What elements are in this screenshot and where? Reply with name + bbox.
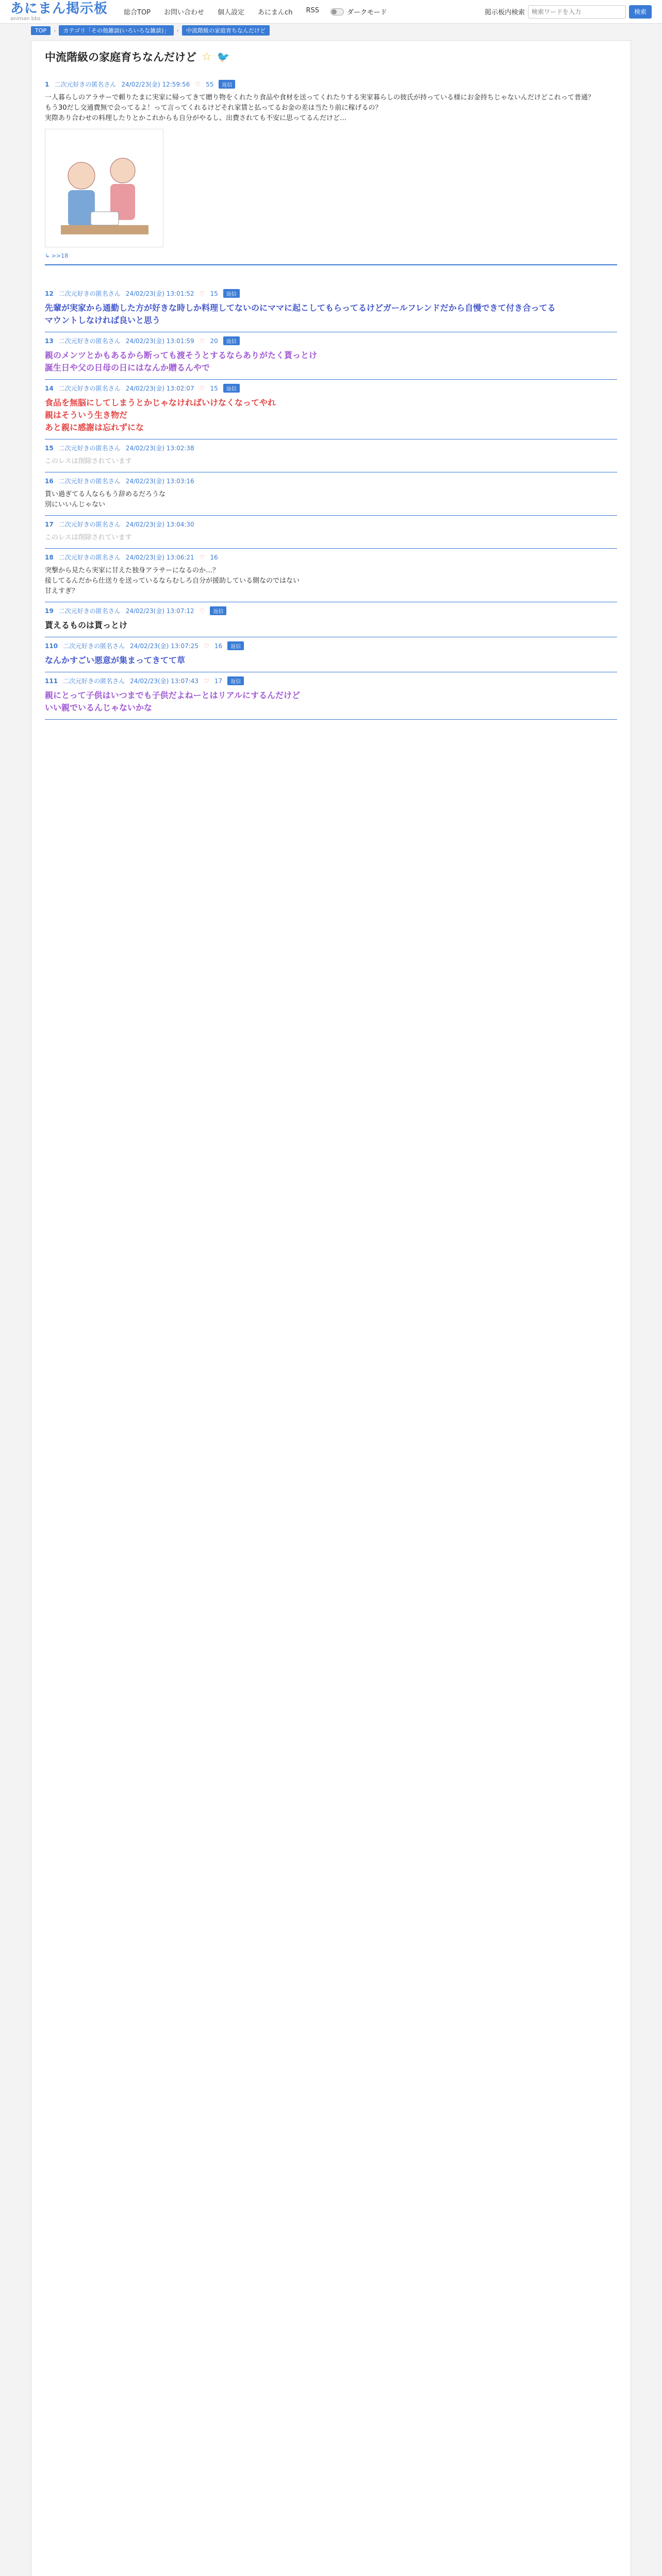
post-line: 別にいいんじゃない bbox=[45, 501, 106, 509]
reply-button[interactable]: 返信 bbox=[219, 80, 235, 89]
post bbox=[45, 472, 617, 516]
post-line: もう30だし交通費無で会ってるよ！って言ってくれるけどそれ家賃と払ってるお金の差は当たり前に稼げるの？ bbox=[45, 104, 382, 112]
post-author: 二次元好きの匿名さん bbox=[58, 445, 121, 452]
post-body bbox=[45, 654, 617, 667]
post-number[interactable]: 13 bbox=[45, 337, 54, 345]
post bbox=[45, 672, 617, 720]
search-label: 掲示板内検索 bbox=[484, 9, 525, 16]
post-body bbox=[45, 689, 617, 714]
post bbox=[45, 549, 617, 602]
post-number[interactable]: 12 bbox=[45, 290, 54, 297]
post-number[interactable]: 19 bbox=[45, 607, 54, 615]
post-number[interactable]: 15 bbox=[45, 444, 54, 452]
post-meta bbox=[45, 336, 617, 345]
twitter-icon[interactable]: 🐦 bbox=[217, 50, 230, 63]
post-number[interactable]: 111 bbox=[45, 677, 58, 685]
post-image[interactable] bbox=[45, 129, 163, 247]
breadcrumb-separator: › bbox=[54, 27, 56, 34]
heart-icon[interactable]: ♡ bbox=[199, 384, 205, 392]
post bbox=[45, 332, 617, 380]
post-date: 24/02/23(金) 13:03:16 bbox=[125, 478, 194, 485]
post bbox=[45, 285, 617, 332]
heart-icon[interactable]: ♡ bbox=[204, 677, 209, 685]
post-author: 二次元好きの匿名さん bbox=[58, 385, 121, 392]
dark-mode-toggle[interactable] bbox=[330, 7, 387, 16]
post-line: 実際あり合わせの料理したりとかこれからも自分がやるし、出費されても不安に思ってるんだけど… bbox=[45, 114, 347, 122]
nav-item-animanch[interactable]: あにまんch bbox=[258, 9, 293, 16]
like-count: 16 bbox=[214, 642, 223, 650]
post-author: 二次元好きの匿名さん bbox=[58, 290, 121, 297]
post-line: 親にとって子供はいつまでも子供だよねーとはリアルにするんだけど bbox=[45, 690, 301, 700]
reply-anchor[interactable]: ↳ >>18 bbox=[45, 252, 69, 259]
reply-button[interactable]: 返信 bbox=[223, 384, 240, 393]
breadcrumb-top[interactable]: TOP bbox=[31, 26, 51, 35]
global-nav bbox=[124, 7, 319, 16]
breadcrumb bbox=[0, 24, 662, 37]
post-line: マウントしなければ良いと思う bbox=[45, 315, 161, 325]
post-meta bbox=[45, 384, 617, 393]
post-date: 24/02/23(金) 13:07:25 bbox=[130, 642, 199, 650]
post-meta bbox=[45, 444, 617, 452]
reply-button[interactable]: 返信 bbox=[210, 606, 226, 615]
post-line: 親はそういう生き物だ bbox=[45, 410, 128, 420]
heart-icon[interactable]: ♡ bbox=[195, 80, 201, 88]
like-count: 16 bbox=[210, 553, 218, 561]
reply-button[interactable]: 返信 bbox=[227, 641, 244, 650]
heart-icon[interactable]: ♡ bbox=[199, 553, 205, 561]
post-author: 二次元好きの匿名さん bbox=[58, 521, 121, 528]
post-line: 先輩が実家から通勤した方が好きな時しか料理してないのにママに起こしてもらってるけどガールフレンドだから自慢できて付き合ってる bbox=[45, 303, 556, 313]
post-date: 24/02/23(金) 13:01:59 bbox=[125, 337, 194, 345]
post-number[interactable]: 18 bbox=[45, 553, 54, 561]
post-author: 二次元好きの匿名さん bbox=[63, 642, 125, 650]
like-count: 55 bbox=[206, 80, 214, 88]
post-date: 24/02/23(金) 13:07:12 bbox=[125, 607, 194, 615]
like-count: 17 bbox=[214, 677, 223, 685]
star-icon[interactable]: ☆ bbox=[202, 50, 212, 63]
post-date: 24/02/23(金) 13:02:38 bbox=[125, 445, 194, 452]
post-line: なんかすごい悪意が集まってきてて草 bbox=[45, 655, 186, 665]
post bbox=[45, 637, 617, 672]
thread-article bbox=[31, 40, 631, 2576]
post-body bbox=[45, 397, 617, 434]
post-line: このレスは削除されています bbox=[45, 534, 132, 541]
post-line: このレスは削除されています bbox=[45, 457, 132, 465]
breadcrumb-current[interactable]: 中流階級の家庭育ちなんだけど bbox=[182, 25, 270, 36]
heart-icon[interactable]: ♡ bbox=[199, 337, 205, 345]
post-body bbox=[45, 566, 617, 597]
post-line: 接してるんだから仕送りを送っているならむしろ自分が援助している側なのではない bbox=[45, 577, 300, 585]
logo-text: あにまん掲示板 bbox=[10, 1, 108, 16]
site-logo[interactable] bbox=[10, 2, 113, 22]
post-body bbox=[45, 489, 617, 510]
post-body bbox=[45, 93, 617, 124]
post-author: 二次元好きの匿名さん bbox=[58, 337, 121, 345]
logo-subtitle: animan bbs bbox=[10, 15, 41, 22]
post-date: 24/02/23(金) 13:01:52 bbox=[125, 290, 194, 297]
breadcrumb-category[interactable]: カテゴリ「その他雑談(いろいろな雑談)」 bbox=[59, 25, 173, 36]
heart-icon[interactable]: ♡ bbox=[199, 607, 205, 615]
breadcrumb-separator: › bbox=[176, 27, 179, 34]
post-line: 甘えすぎ？ bbox=[45, 587, 79, 595]
post-body bbox=[45, 619, 617, 632]
post-meta bbox=[45, 553, 617, 562]
nav-item-top[interactable]: 総合TOP bbox=[124, 9, 151, 16]
post-author: 二次元好きの匿名さん bbox=[63, 677, 125, 685]
post-body bbox=[45, 533, 617, 543]
reply-button[interactable]: 返信 bbox=[223, 336, 240, 345]
thread-header bbox=[45, 49, 617, 64]
post-date: 24/02/23(金) 13:07:43 bbox=[130, 677, 199, 685]
search-input[interactable] bbox=[528, 5, 626, 19]
reply-button[interactable]: 返信 bbox=[223, 289, 240, 298]
post-body bbox=[45, 302, 617, 327]
post-number[interactable]: 14 bbox=[45, 384, 54, 392]
post-meta bbox=[45, 80, 617, 89]
post-meta bbox=[45, 641, 617, 650]
post-meta bbox=[45, 289, 617, 298]
post bbox=[45, 516, 617, 549]
top-bar bbox=[0, 0, 662, 24]
toggle-switch[interactable] bbox=[330, 8, 344, 15]
nav-item-settings[interactable]: 個人設定 bbox=[218, 9, 245, 16]
post-number[interactable]: 17 bbox=[45, 520, 54, 528]
nav-item-contact[interactable]: お問い合わせ bbox=[164, 9, 205, 16]
post-date: 24/02/23(金) 13:02:07 bbox=[125, 385, 194, 392]
search-button[interactable]: 検索 bbox=[629, 5, 652, 19]
like-count: 15 bbox=[210, 384, 218, 392]
post-body bbox=[45, 349, 617, 374]
search-area bbox=[485, 5, 652, 19]
post bbox=[45, 602, 617, 637]
post-number[interactable]: 16 bbox=[45, 477, 54, 485]
heart-icon[interactable]: ♡ bbox=[204, 642, 209, 650]
post-line: 食品を無脳にしてしまうとかじゃなければいけなくなってやれ bbox=[45, 398, 276, 408]
post-line: 貰えるものは貰っとけ bbox=[45, 620, 128, 630]
post-line: 貰い過ぎてる人ならもう辞めるだろうな bbox=[45, 490, 166, 498]
like-count: 20 bbox=[210, 337, 218, 345]
post bbox=[45, 380, 617, 439]
post-date: 24/02/23(金) 13:06:21 bbox=[125, 554, 194, 561]
nav-item-rss[interactable]: RSS bbox=[306, 7, 319, 14]
post-op bbox=[45, 76, 617, 265]
post-body bbox=[45, 456, 617, 467]
post-meta bbox=[45, 477, 617, 485]
post-meta bbox=[45, 676, 617, 685]
post-meta bbox=[45, 520, 617, 529]
page-title: 中流階級の家庭育ちなんだけど bbox=[45, 51, 196, 63]
post-line: あと親に感謝は忘れずにな bbox=[45, 422, 144, 432]
post-meta bbox=[45, 606, 617, 615]
dark-mode-label: ダークモード bbox=[346, 9, 387, 16]
post-line: 突撃から見たら実家に甘えた独身アラサーになるのか…？ bbox=[45, 567, 220, 574]
post-author: 二次元好きの匿名さん bbox=[58, 478, 121, 485]
like-count: 15 bbox=[210, 290, 218, 297]
post-author: 二次元好きの匿名さん bbox=[54, 81, 117, 88]
post-line: いい親でいるんじゃないかな bbox=[45, 703, 153, 713]
post-author: 二次元好きの匿名さん bbox=[58, 607, 121, 615]
post-line: 親のメンツとかもあるから断っても渡そうとするならありがたく貰っとけ bbox=[45, 350, 318, 360]
post-number[interactable]: 110 bbox=[45, 642, 58, 650]
post bbox=[45, 439, 617, 472]
post-number[interactable]: 1 bbox=[45, 80, 49, 88]
heart-icon[interactable]: ♡ bbox=[199, 290, 205, 297]
post-date: 24/02/23(金) 13:04:30 bbox=[125, 521, 194, 528]
post-date: 24/02/23(金) 12:59:56 bbox=[121, 81, 190, 88]
post-line: 誕生日や父の日母の日にはなんか贈るんやで bbox=[45, 363, 210, 372]
post-line: 一人暮らしのアラサーで頼りたまに実家に帰ってきて贈り物をくれたり食品や食材を送ってくれたりする実家暮らしの彼氏が持っている様にお金持ちじゃないんだけどこれって普通？ bbox=[45, 94, 595, 101]
reply-button[interactable]: 返信 bbox=[227, 676, 244, 685]
post-author: 二次元好きの匿名さん bbox=[58, 554, 121, 561]
